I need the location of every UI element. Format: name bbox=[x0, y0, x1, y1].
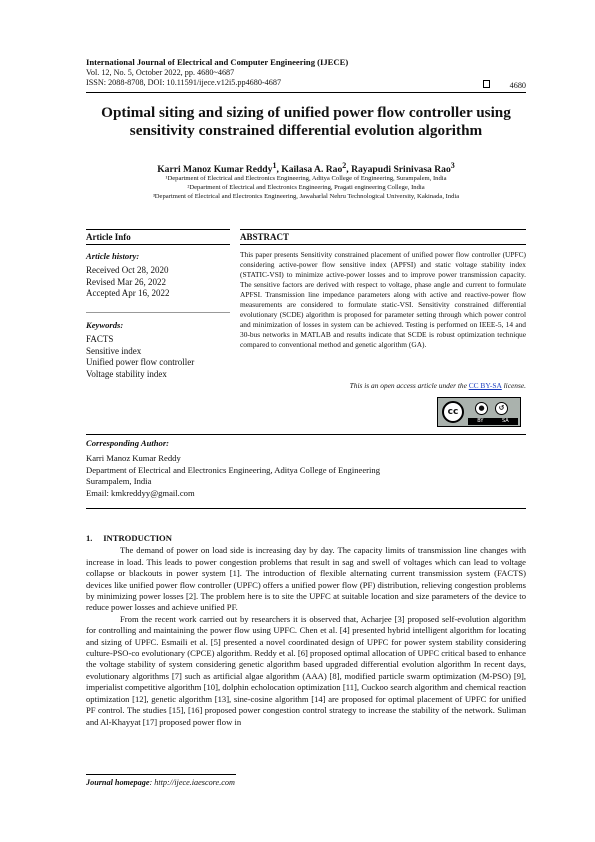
history-item: Revised Mar 26, 2022 bbox=[86, 276, 166, 287]
abstract-text: This paper presents Sensitivity constrained placement of unified power flow controller (UPFC) considering active-power flow sensitive index (APFSI) and static voltage stability index (STATIC-VSI) to minimize active-power losses and to improve power transmission capacity. The sensitive factors are derived with respect to voltage, phase angle and current to formulate APFSI. Transmission line impedance parameters along with active and reactive-power flow measurements are considered to formulate static-VSI. Sensitivity constrained differential evolutionary (SCDE) algorithm is proposed for parameter setting through which power control and minimization of losses in system can be achieved. Testing is performed on IEEE-5, 14 and 30-bus networks in MATLAB and results indicate that SCDE is robust optimization technique compared to conventional method and genetic algorithm (GA). bbox=[240, 250, 526, 349]
paper-title: Optimal siting and sizing of unified power flow controller using sensitivity constrained differential evolution algorithm bbox=[101, 104, 511, 139]
cc-by-sa-link[interactable]: CC BY-SA bbox=[468, 381, 502, 390]
corresponding-author bbox=[86, 438, 526, 499]
keywords-label: Keywords: bbox=[86, 320, 124, 330]
abstract-heading: ABSTRACT bbox=[240, 232, 290, 242]
article-history bbox=[86, 251, 230, 300]
rule bbox=[240, 244, 526, 245]
share-alike-icon: ↺ bbox=[495, 402, 508, 415]
introduction-section bbox=[86, 533, 526, 728]
journal-homepage bbox=[86, 778, 235, 787]
page-number: 4680 bbox=[509, 81, 526, 90]
rule bbox=[86, 508, 526, 509]
author-name: Rayapudi Srinivasa Rao bbox=[351, 164, 451, 176]
corresponding-label: Corresponding Author: bbox=[86, 438, 170, 448]
by-label: BY bbox=[477, 418, 484, 424]
square-icon bbox=[483, 80, 490, 88]
running-header bbox=[86, 57, 526, 89]
keyword: Voltage stability index bbox=[86, 368, 167, 379]
author-separator: , bbox=[276, 164, 282, 176]
article-info-heading: Article Info bbox=[86, 232, 131, 242]
rule bbox=[86, 229, 230, 230]
author-affiliation-mark: 2 bbox=[342, 161, 347, 170]
attribution-icon: ● bbox=[475, 402, 488, 415]
history-item: Accepted Apr 16, 2022 bbox=[86, 288, 170, 299]
oa-prefix: This is an open access article under the bbox=[349, 381, 469, 390]
corresponding-line: Karri Manoz Kumar Reddy bbox=[86, 453, 181, 463]
open-access-note bbox=[240, 381, 526, 390]
footer-rule bbox=[86, 774, 236, 775]
history-label: Article history: bbox=[86, 251, 140, 261]
oa-suffix: license. bbox=[501, 381, 526, 390]
affiliation: ¹Department of Electrical and Electronics Engineering, Aditya College of Engineering, Surampalem, India bbox=[165, 175, 447, 182]
rule bbox=[86, 434, 526, 435]
keyword: Unified power flow controller bbox=[86, 357, 195, 368]
corresponding-line: Surampalem, India bbox=[86, 476, 152, 487]
keyword: FACTS bbox=[86, 334, 114, 344]
rule bbox=[86, 244, 230, 245]
homepage-url[interactable]: http://ijece.iaescore.com bbox=[154, 778, 235, 787]
author-separator: , bbox=[346, 164, 352, 176]
journal-name: International Journal of Electrical and Computer Engineering (IJECE) bbox=[86, 57, 349, 67]
affiliation: ²Department of Electrical and Electronics Engineering, Pragati engineering College, India bbox=[187, 184, 425, 191]
rule bbox=[86, 312, 230, 313]
cc-icon: cc bbox=[442, 401, 464, 423]
keywords bbox=[86, 320, 230, 380]
affiliation: ³Department of Electrical and Electronics Engineering, Jawaharlal Nehru Technological University, Kakinada, India bbox=[152, 193, 460, 200]
rule bbox=[240, 229, 526, 230]
header-rule bbox=[86, 92, 526, 93]
affiliations bbox=[86, 174, 526, 201]
sa-label: SA bbox=[502, 418, 509, 424]
license-strip bbox=[468, 418, 518, 425]
paragraph: From the recent work carried out by researchers it is observed that, Acharjee [3] proposed self-evolution algorithm for controlling and maintaining the power flow using UPFC. Chen et al. [4] presented hybrid intelligent algorithm for locating and sizing of UPFC. Esmaili et al. [5] presented a novel coordinated design of UPFC for power system stability considering culture-PSO-co evolutionary (CPCE) algorithm. Reddy et al. [6] proposed optimal allocation of UPFC critical based to enhance the voltage stability of system considering genetic algorithm based upgraded differential evolution algorithm In recent days, evolutionary algorithms [7] such as artificial algae algorithm (AAA) [8], modified particle swarm optimization (M-PSO) [9], imperialist competitive algorithm [10], dolphin echolocation optimization [11], Cuckoo search algorithm and chemical reaction optimization [12], genetic algorithm [13], sine-cosine algorithm [14] are proposed for optimal placement of UPFC for unified PF control. The studies [15], [16] proposed power congestion control strategy to increase the stability of the network. Suliman and Al-Khayyat [17] proposed power flow in bbox=[86, 613, 526, 727]
author-name: Kailasa A. Rao bbox=[281, 164, 343, 176]
corresponding-email: Email: kmkreddyy@gmail.com bbox=[86, 487, 195, 498]
section-heading: 1. INTRODUCTION bbox=[86, 533, 172, 543]
author-affiliation-mark: 3 bbox=[450, 161, 455, 170]
corresponding-line: Department of Electrical and Electronics Engineering, Aditya College of Engineering bbox=[86, 464, 380, 475]
author-name: Karri Manoz Kumar Reddy bbox=[157, 164, 273, 176]
history-item: Received Oct 28, 2020 bbox=[86, 265, 169, 275]
author-affiliation-mark: 1 bbox=[272, 161, 277, 170]
paragraph: The demand of power on load side is increasing day by day. The capacity limits of transmission line changes with increase in load. This leads to power congestion problems that result in sag and swell of voltages which can lead to voltage collapse or blackouts in power system [1]. The introduction of flexible alternating current transmission system (FACTS) devices like unified power flow controller (UPFC) offers a unified power flow (PF) distribution, relieving congestion problems by minimizing power losses [2]. The problem here is to site the UPFC at suitable location and size parameters of the device to reduce power losses and achieve unified PF. bbox=[86, 545, 526, 613]
homepage-label: Journal homepage bbox=[86, 778, 150, 787]
cc-license-badge[interactable] bbox=[437, 397, 521, 427]
issn-doi: ISSN: 2088-8708, DOI: 10.11591/ijece.v12i5.pp4680-4687 bbox=[86, 78, 282, 87]
keyword: Sensitive index bbox=[86, 345, 142, 356]
volume-info: Vol. 12, No. 5, October 2022, pp. 4680~4687 bbox=[86, 67, 235, 77]
homepage-separator: : bbox=[149, 778, 155, 787]
